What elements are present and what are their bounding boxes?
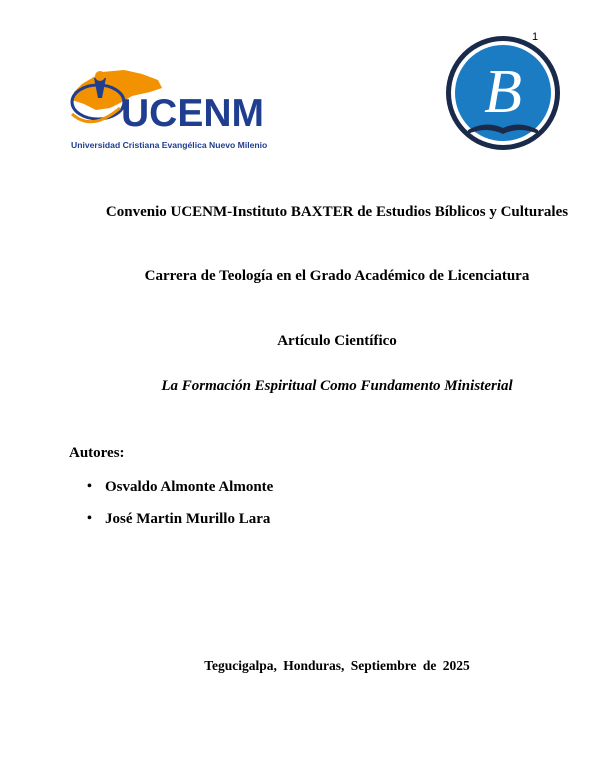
ucenm-logo xyxy=(62,62,267,154)
place-date: Tegucigalpa, Honduras, Septiembre de 2025 xyxy=(204,658,470,673)
author-list xyxy=(87,477,273,541)
author-item: • Osvaldo Almonte Almonte xyxy=(87,477,273,509)
document-type: Artículo Científico xyxy=(277,333,397,349)
baxter-logo xyxy=(444,34,562,152)
article-title: La Formación Espiritual Como Fundamento Ministerial xyxy=(161,378,513,394)
page-number: 1 xyxy=(532,31,539,43)
author-item: • José Martin Murillo Lara xyxy=(87,509,273,541)
agreement-heading: Convenio UCENM-Instituto BAXTER de Estudios Bíblicos y Culturales xyxy=(105,204,569,220)
authors-label: Autores: xyxy=(69,445,125,461)
baxter-letter: B xyxy=(484,58,522,126)
program-heading: Carrera de Teología en el Grado Académico de Licenciatura xyxy=(144,268,530,284)
ucenm-wordmark: UCENM xyxy=(121,92,264,135)
ucenm-subtitle: Universidad Cristiana Evangélica Nuevo Milenio xyxy=(71,140,268,150)
